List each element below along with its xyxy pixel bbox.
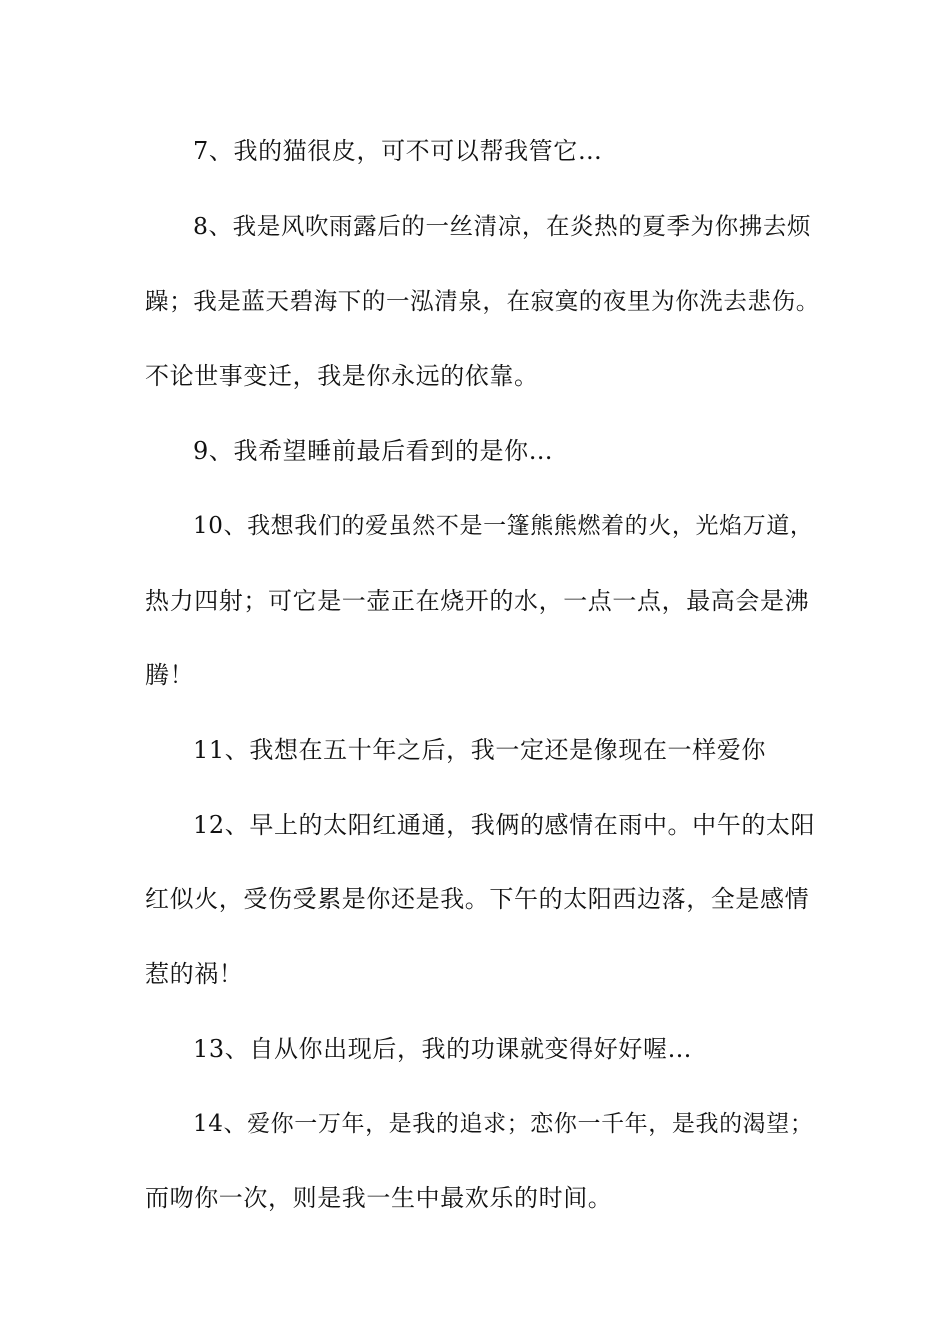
- item-12-line-3: 惹的祸！: [145, 960, 244, 988]
- item-14-line-2: 而吻你一次，则是我一生中最欢乐的时间。: [145, 1184, 613, 1212]
- item-8-line-1: 8、我是风吹雨露后的一丝清凉，在炎热的夏季为你拂去烦: [193, 212, 812, 240]
- item-12-line-2: 红似火，受伤受累是你还是我。下午的太阳西边落，全是感情: [145, 885, 810, 913]
- item-8-line-3: 不论世事变迁，我是你永远的依靠。: [145, 362, 539, 390]
- item-13-line-1: 13、自从你出现后，我的功课就变得好好喔…: [193, 1035, 693, 1063]
- item-10-line-3: 腾！: [145, 661, 195, 689]
- item-10-line-1: 10、我想我们的爱虽然不是一篷熊熊燃着的火，光焰万道，: [193, 513, 814, 539]
- item-14-line-1: 14、爱你一万年，是我的追求；恋你一千年，是我的渴望；: [193, 1111, 814, 1137]
- item-8-line-2: 躁；我是蓝天碧海下的一泓清泉，在寂寞的夜里为你洗去悲伤。: [145, 287, 820, 315]
- item-9-line-1: 9、我希望睡前最后看到的是你…: [193, 437, 554, 465]
- item-12-line-1: 12、早上的太阳红通通，我俩的感情在雨中。中午的太阳: [193, 811, 816, 839]
- item-7-line-1: 7、我的猫很皮，可不可以帮我管它…: [193, 137, 603, 165]
- item-11-line-1: 11、我想在五十年之后，我一定还是像现在一样爱你: [193, 736, 766, 764]
- item-10-line-2: 热力四射；可它是一壶正在烧开的水，一点一点，最高会是沸: [145, 587, 810, 615]
